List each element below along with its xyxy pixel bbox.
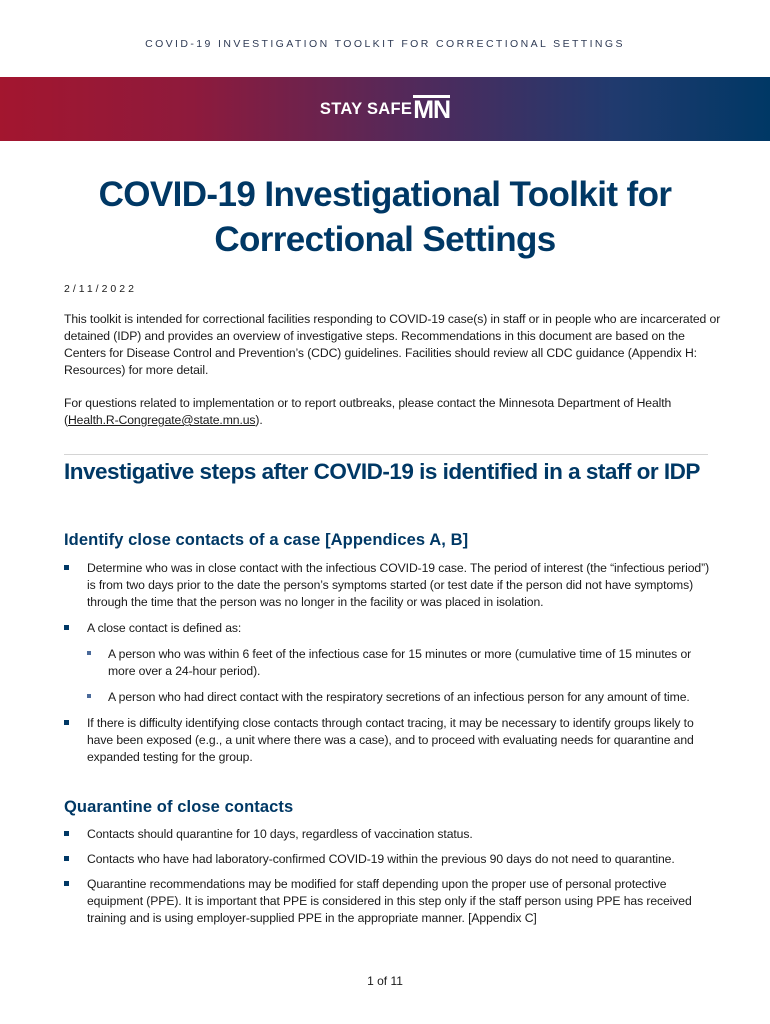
- square-bullet-icon: [64, 565, 69, 570]
- list-item: [64, 876, 714, 927]
- small-square-bullet-icon: [87, 651, 91, 655]
- section-divider: [64, 454, 708, 455]
- list-item-text: If there is difficulty identifying close contacts through contact tracing, it may be necessary to identify groups likely to have been exposed (e.g., a unit where there was a case), and to proceed with evaluating needs for quarantine and expanded testing for the group.: [87, 716, 694, 764]
- list-item-text: A close contact is defined as:: [87, 621, 242, 635]
- section-heading: Investigative steps after COVID-19 is identified in a staff or IDP: [64, 459, 700, 484]
- logo-text: STAY SAFE: [319, 99, 413, 118]
- title-line-1: COVID-19 Investigational Toolkit for: [98, 175, 672, 214]
- list-item-text: Contacts should quarantine for 10 days, regardless of vaccination status.: [87, 827, 473, 841]
- stay-safe-mn-logo: [320, 95, 450, 123]
- contact-paragraph: [64, 395, 724, 429]
- subheading-quarantine: Quarantine of close contacts: [64, 798, 294, 816]
- quarantine-list: [64, 826, 714, 935]
- contact-text-after: ).: [255, 413, 263, 427]
- list-item: [64, 851, 714, 868]
- contact-text-before: For questions related to implementation or to report outbreaks, please contact the Minnesota Department of Health (: [64, 396, 672, 427]
- sub-list-item-text: A person who had direct contact with the respiratory secretions of an infectious person for any amount of time.: [108, 690, 690, 704]
- logo-mn: MN: [413, 96, 451, 124]
- sub-list-item-text: A person who was within 6 feet of the infectious case for 15 minutes or more (cumulative time of 15 minutes or more over a 24-hour period).: [108, 647, 692, 678]
- document-title: [40, 172, 730, 262]
- close-contact-definition-list: [87, 646, 714, 706]
- list-item-text: Quarantine recommendations may be modified for staff depending upon the proper use of personal protective equipment (PPE). It is important that PPE is considered in this step only if the staff person using PPE has received training and is using employer-supplied PPE in the appropriate manner. [Appendix C]: [87, 877, 692, 925]
- square-bullet-icon: [64, 720, 69, 725]
- running-header: COVID-19 INVESTIGATION TOOLKIT FOR CORRECTIONAL SETTINGS: [145, 38, 625, 50]
- sub-list-item: [87, 689, 714, 706]
- intro-paragraph: This toolkit is intended for correctional facilities responding to COVID-19 case(s) in staff or in people who are incarcerated or detained (IDP) and provides an overview of investigative steps. Recommendations in this document are based on the Centers for Disease Control and Prevention’s (CDC) guidelines. Facilities should review all CDC guidance (Appendix H: Resources) for more detail.: [64, 312, 721, 377]
- square-bullet-icon: [64, 856, 69, 861]
- square-bullet-icon: [64, 831, 69, 836]
- close-contacts-list: [64, 560, 714, 775]
- document-date: 2/11/2022: [64, 283, 137, 295]
- title-line-2: Correctional Settings: [214, 220, 556, 259]
- stay-safe-mn-banner: [0, 77, 770, 141]
- small-square-bullet-icon: [87, 694, 91, 698]
- subheading-close-contacts: Identify close contacts of a case [Appendices A, B]: [64, 531, 469, 549]
- list-item: [64, 715, 714, 766]
- list-item-text: Determine who was in close contact with the infectious COVID-19 case. The period of interest (the “infectious period”) is from two days prior to the date the person’s symptoms started (or test date if the person did not have symptoms) through the time that the person was no longer in the facility or was placed in isolation.: [87, 561, 710, 609]
- list-item-text: Contacts who have had laboratory-confirmed COVID-19 within the previous 90 days do not need to quarantine.: [87, 852, 675, 866]
- square-bullet-icon: [64, 625, 69, 630]
- page-number: 1 of 11: [367, 974, 403, 988]
- sub-list-item: [87, 646, 714, 680]
- list-item: [64, 826, 714, 843]
- list-item: [64, 620, 714, 706]
- square-bullet-icon: [64, 881, 69, 886]
- list-item: [64, 560, 714, 611]
- contact-email-link[interactable]: Health.R-Congregate@state.mn.us: [67, 413, 256, 427]
